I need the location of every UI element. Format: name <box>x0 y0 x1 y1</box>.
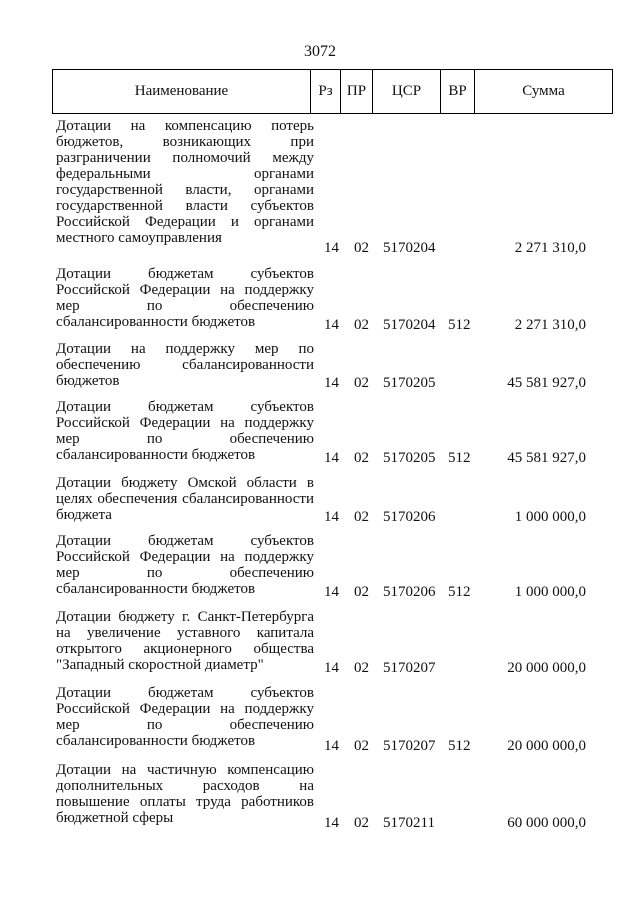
row-name: Дотации бюджетам субъектов Российской Федерации на поддержку мер по обеспечению сбалансированности бюджетов <box>56 266 314 330</box>
row-csr: 5170206 <box>383 584 436 600</box>
row-name: Дотации бюджетам субъектов Российской Федерации на поддержку мер по обеспечению сбалансированности бюджетов <box>56 685 314 749</box>
row-sum: 60 000 000,0 <box>507 815 586 831</box>
row-sum: 45 581 927,0 <box>507 450 586 466</box>
row-rz: 14 <box>324 240 339 256</box>
column-header-rz: Рз <box>311 70 341 113</box>
row-pr: 02 <box>354 660 369 676</box>
row-rz: 14 <box>324 584 339 600</box>
row-name: Дотации на поддержку мер по обеспечению сбалансированности бюджетов <box>56 341 314 389</box>
row-name: Дотации бюджету Омской области в целях обеспечения сбалансированности бюджета <box>56 475 314 523</box>
table-header <box>52 69 613 114</box>
row-csr: 5170207 <box>383 660 436 676</box>
row-pr: 02 <box>354 509 369 525</box>
row-sum: 2 271 310,0 <box>514 240 586 256</box>
row-pr: 02 <box>354 738 369 754</box>
row-vr: 512 <box>448 317 471 333</box>
row-csr: 5170205 <box>383 375 436 391</box>
row-rz: 14 <box>324 660 339 676</box>
row-sum: 1 000 000,0 <box>514 584 586 600</box>
row-rz: 14 <box>324 375 339 391</box>
row-pr: 02 <box>354 240 369 256</box>
column-header-vr: ВР <box>441 70 475 113</box>
row-sum: 20 000 000,0 <box>507 738 586 754</box>
row-name: Дотации бюджетам субъектов Российской Федерации на поддержку мер по обеспечению сбалансированности бюджетов <box>56 399 314 463</box>
row-pr: 02 <box>354 450 369 466</box>
row-csr: 5170211 <box>383 815 435 831</box>
row-rz: 14 <box>324 509 339 525</box>
row-rz: 14 <box>324 738 339 754</box>
row-pr: 02 <box>354 584 369 600</box>
column-header-csr: ЦСР <box>373 70 441 113</box>
row-csr: 5170204 <box>383 240 436 256</box>
row-name: Дотации бюджетам субъектов Российской Федерации на поддержку мер по обеспечению сбалансированности бюджетов <box>56 533 314 597</box>
row-rz: 14 <box>324 450 339 466</box>
row-vr: 512 <box>448 450 471 466</box>
row-vr: 512 <box>448 738 471 754</box>
row-csr: 5170204 <box>383 317 436 333</box>
row-rz: 14 <box>324 317 339 333</box>
row-sum: 1 000 000,0 <box>514 509 586 525</box>
row-name: Дотации на компенсацию потерь бюджетов, возникающих при разграничении полномочий между федеральными органами государственной власти, органами государственной власти субъектов Российской Федерации и органами местного самоуправления <box>56 118 314 246</box>
row-pr: 02 <box>354 375 369 391</box>
row-pr: 02 <box>354 815 369 831</box>
column-header-name: Наименование <box>53 70 311 113</box>
row-sum: 45 581 927,0 <box>507 375 586 391</box>
row-pr: 02 <box>354 317 369 333</box>
column-header-sum: Сумма <box>522 83 565 99</box>
row-rz: 14 <box>324 815 339 831</box>
row-vr: 512 <box>448 584 471 600</box>
row-sum: 20 000 000,0 <box>507 660 586 676</box>
row-name: Дотации бюджету г. Санкт-Петербурга на увеличение уставного капитала открытого акционерного общества "Западный скоростной диаметр" <box>56 609 314 673</box>
page-number: 3072 <box>304 43 336 60</box>
row-sum: 2 271 310,0 <box>514 317 586 333</box>
row-csr: 5170207 <box>383 738 436 754</box>
row-csr: 5170206 <box>383 509 436 525</box>
row-csr: 5170205 <box>383 450 436 466</box>
row-name: Дотации на частичную компенсацию дополнительных расходов на повышение оплаты труда работников бюджетной сферы <box>56 762 314 826</box>
column-header-pr: ПР <box>341 70 373 113</box>
